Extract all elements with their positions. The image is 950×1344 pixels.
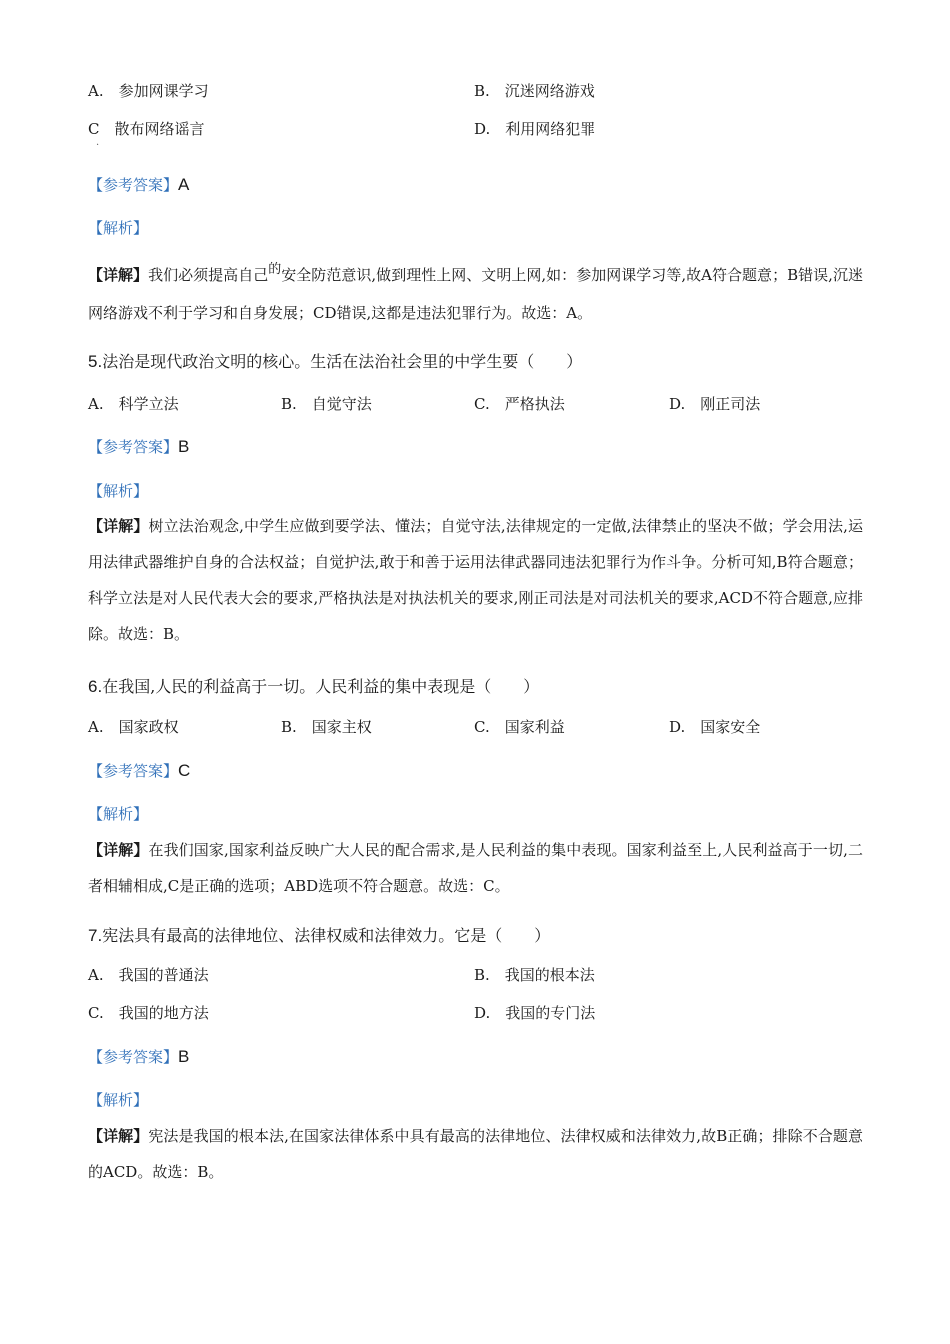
q5-number: 5. <box>88 352 103 371</box>
q6-detail: 【详解】在我们国家,国家利益反映广大人民的配合需求,是人民利益的集中表现。国家利益至上,人民利益高于一切,二者相辅相成,C是正确的选项；ABD选项不符合题意。故选：C。 <box>88 841 863 895</box>
q6-option-c: C. 国家利益 <box>474 718 565 736</box>
q4-option-a: A. 参加网课学习 <box>88 82 209 100</box>
q4-option-d: D. 利用网络犯罪 <box>474 120 596 138</box>
q7-detail: 【详解】宪法是我国的根本法,在国家法律体系中具有最高的法律地位、法律权威和法律效力,故B正确；排除不合题意的ACD。故选：B。 <box>88 1127 863 1181</box>
q5-answer <box>88 436 863 457</box>
q7-analysis-tag: 【解析】 <box>88 1091 149 1109</box>
q4-option-c: C 散布网络谣言 <box>88 120 205 138</box>
answer-tag: 【参考答案】 <box>88 762 179 780</box>
q7-option-d: D. 我国的专门法 <box>474 1004 596 1022</box>
answer-value: A <box>178 175 190 194</box>
q6-option-d: D. 国家安全 <box>669 718 761 736</box>
answer-tag: 【参考答案】 <box>88 1048 179 1066</box>
q7-options-row-1 <box>88 964 868 986</box>
q5-option-b: B. 自觉守法 <box>281 395 372 413</box>
detail-tag: 【详解】 <box>88 1127 149 1145</box>
q7-option-a: A. 我国的普通法 <box>88 966 209 984</box>
q5-option-a: A. 科学立法 <box>88 395 179 413</box>
q6-option-a: A. 国家政权 <box>88 718 179 736</box>
q4-option-b: B. 沉迷网络游戏 <box>474 82 595 100</box>
detail-tag: 【详解】 <box>88 517 149 535</box>
q4-answer <box>88 174 863 195</box>
q7-number: 7. <box>88 926 103 945</box>
q7-options-row-2 <box>88 1002 868 1024</box>
q5-option-d: D. 刚正司法 <box>669 395 761 413</box>
detail-tag: 【详解】 <box>88 266 149 284</box>
answer-tag: 【参考答案】 <box>88 176 179 194</box>
q4-options-row-1 <box>88 80 868 102</box>
answer-value: B <box>178 1047 190 1066</box>
q6-options-row <box>88 716 868 738</box>
detail-tag: 【详解】 <box>88 841 149 859</box>
q5-detail: 【详解】树立法治观念,中学生应做到要学法、懂法；自觉守法,法律规定的一定做,法律禁止的坚决不做；学会用法,运用法律武器维护自身的合法权益；自觉护法,敢于和善于运用法律武器同违法犯罪行为作斗争。分析可知,B符合题意；科学立法是对人民代表大会的要求,严格执法是对执法机关的要求,刚正司法是对司法机关的要求,ACD不符合题意,应排除。故选：B。 <box>88 517 863 643</box>
answer-tag: 【参考答案】 <box>88 438 179 456</box>
q6-analysis-tag: 【解析】 <box>88 805 149 823</box>
q5-stem: 5.法治是现代政治文明的核心。生活在法治社会里的中学生要（ ） <box>88 352 583 371</box>
q4-analysis-tag: 【解析】 <box>88 219 149 237</box>
q5-option-c: C. 严格执法 <box>474 395 565 413</box>
q7-option-b: B. 我国的根本法 <box>474 966 595 984</box>
answer-value: B <box>178 437 190 456</box>
q6-number: 6. <box>88 677 103 696</box>
stray-dot: · <box>96 140 100 151</box>
q6-option-b: B. 国家主权 <box>281 718 372 736</box>
q6-stem: 6.在我国,人民的利益高于一切。人民利益的集中表现是（ ） <box>88 677 540 696</box>
q6-answer <box>88 760 863 781</box>
q4-detail: 【详解】我们必须提高自己的安全防范意识,做到理性上网、文明上网,如：参加网课学习等,故A符合题意；B错误,沉迷网络游戏不利于学习和自身发展；CD错误,这都是违法犯罪行为。故选：A。 <box>88 262 863 322</box>
answer-value: C <box>178 761 191 780</box>
q7-option-c: C. 我国的地方法 <box>88 1004 209 1022</box>
q5-options-row <box>88 393 868 415</box>
q7-answer <box>88 1046 863 1067</box>
q4-options-row-2 <box>88 118 868 140</box>
q7-stem: 7.宪法具有最高的法律地位、法律权威和法律效力。它是（ ） <box>88 926 551 945</box>
q5-analysis-tag: 【解析】 <box>88 482 149 500</box>
